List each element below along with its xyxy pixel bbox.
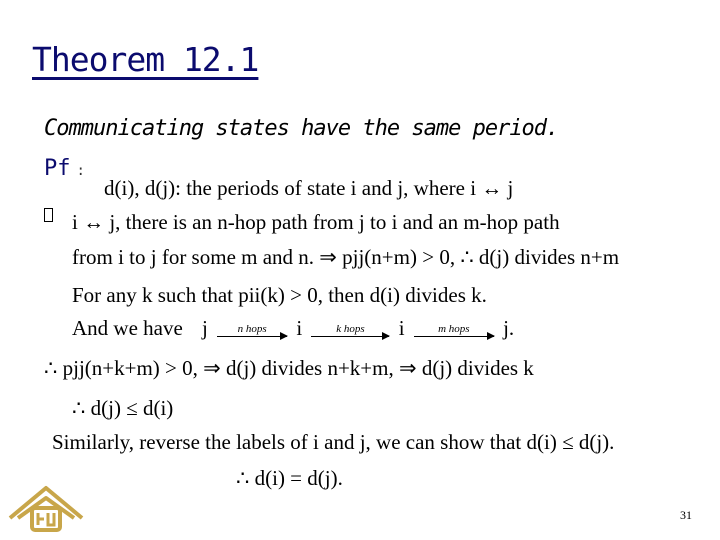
proof-line-4: For any k such that pii(k) > 0, then d(i) divides k. [72,283,487,307]
proof-label [44,156,85,181]
n-hops-label: n hops [237,322,267,335]
n-hops-arrow-icon [217,324,287,337]
m-hops-label: m hops [438,322,470,335]
state-i-first: i [296,316,303,340]
proof-line-2: i ↔ j, there is an n-hop path from j to i and an m-hop path [72,210,560,234]
state-i-second: i [398,316,405,340]
bullet-box-icon [44,208,53,222]
slide-title: Theorem 12.1 [32,40,259,79]
proof-label-text: Pf [44,156,71,181]
proof-line-5 [72,318,514,339]
m-hops-arrow-icon [414,324,494,337]
proof-line-7: ∴ d(j) ≤ d(i) [72,396,174,420]
proof-line-8: Similarly, reverse the labels of i and j, we can show that d(i) ≤ d(j). [52,430,615,454]
proof-line-9: ∴ d(i) = d(j). [236,466,343,490]
state-j-start: j [202,316,208,340]
proof-label-colon: : [76,163,85,179]
state-j-end: j. [503,316,515,340]
k-hops-label: k hops [336,322,365,335]
page-number: 31 [680,508,692,522]
proof-line-3: from i to j for some m and n. ⇒ pjj(n+m) > 0, ∴ d(j) divides n+m [72,245,620,269]
k-hops-arrow-icon [311,324,389,337]
proof-line-1: d(i), d(j): the periods of state i and j, where i ↔ j [104,176,514,200]
theorem-statement: Communicating states have the same period. [44,116,559,141]
proof-line-5-text: And we have [72,316,183,340]
university-logo-icon [4,478,88,538]
proof-line-6: ∴ pjj(n+k+m) > 0, ⇒ d(j) divides n+k+m, ⇒ d(j) divides k [44,356,534,380]
